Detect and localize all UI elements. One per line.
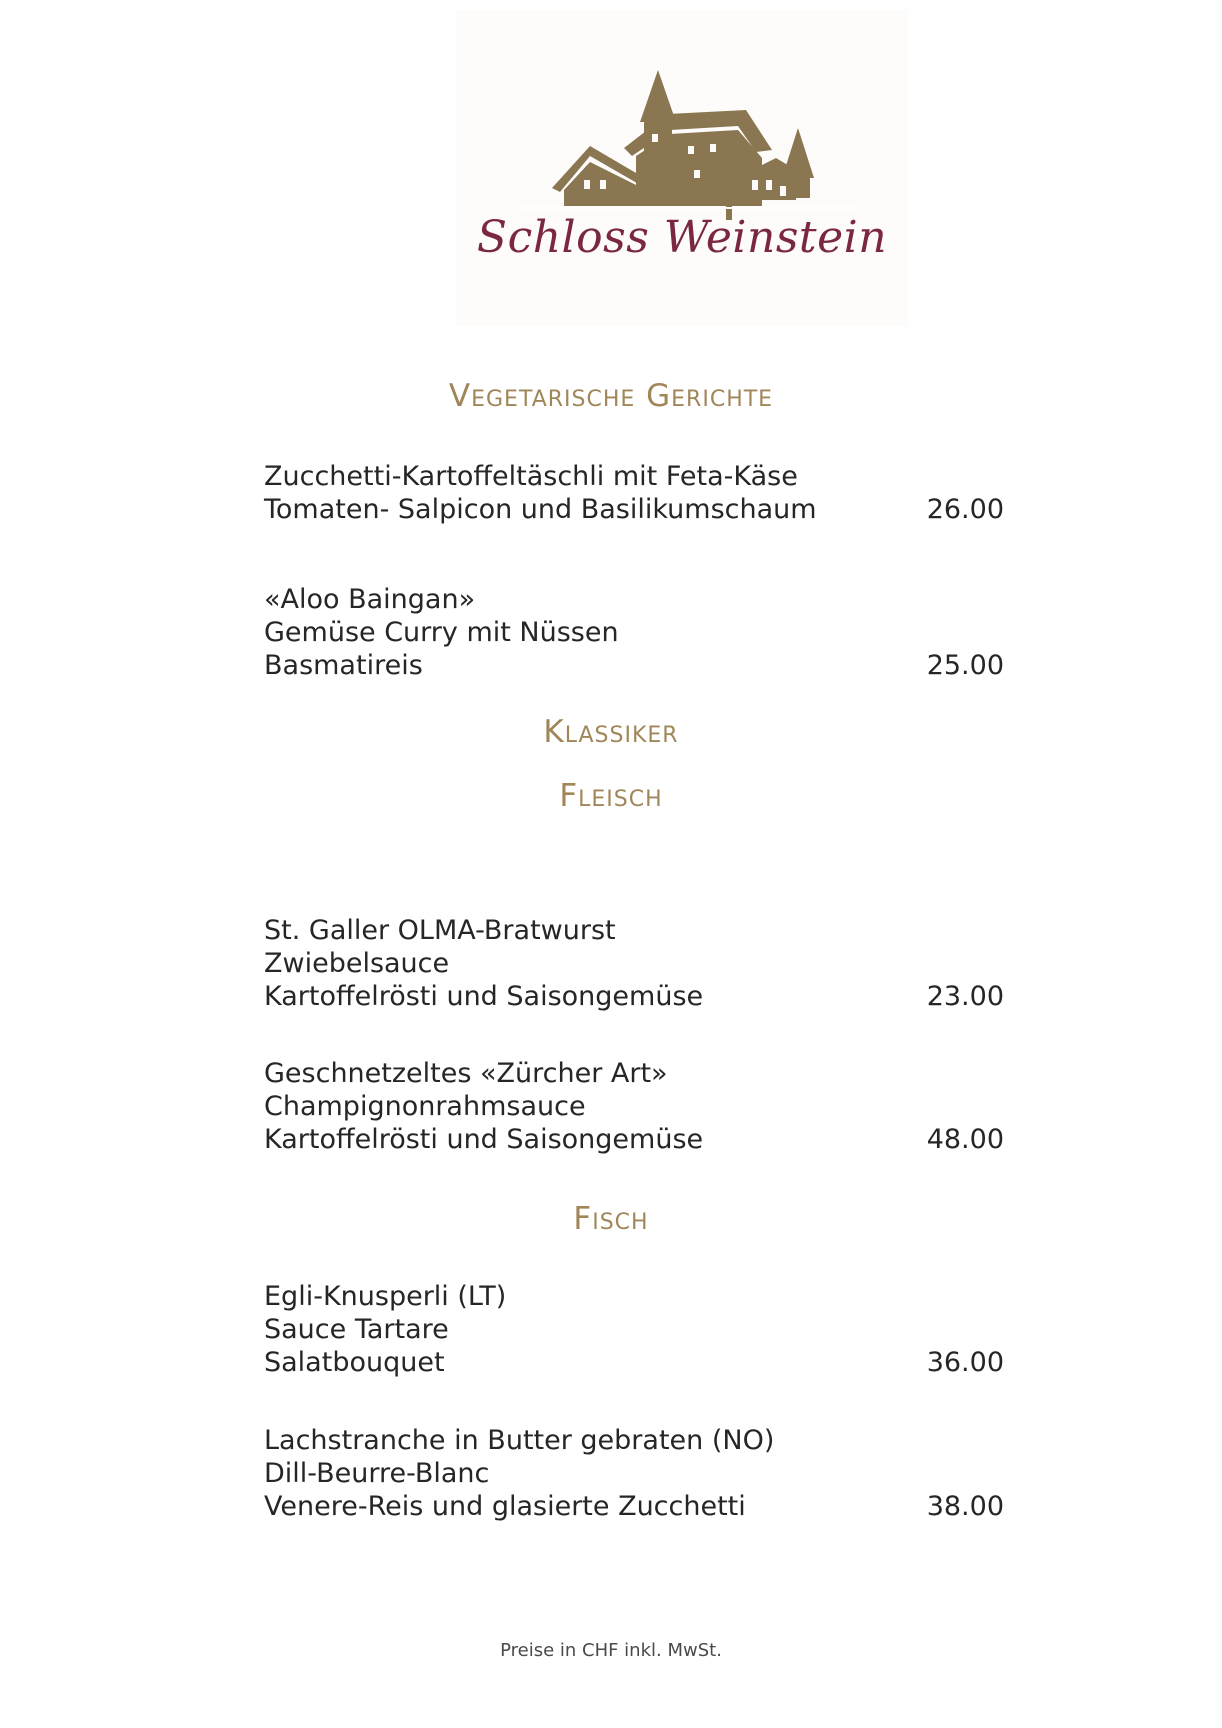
dish-line: Venere-Reis und glasierte Zucchetti (264, 1491, 746, 1522)
dish-price: 48.00 (926, 1124, 1004, 1155)
section-title-fish: Fisch (573, 1201, 649, 1237)
dish-price: 25.00 (926, 650, 1004, 681)
section-title-vegetarian: Vegetarische Gerichte (448, 378, 774, 414)
price-note: Preise in CHF inkl. MwSt. (500, 1640, 722, 1661)
dish-line: Lachstranche in Butter gebraten (NO) (264, 1425, 775, 1456)
dish-line: Gemüse Curry mit Nüssen (264, 617, 619, 648)
section-title-classics: Klassiker (543, 714, 679, 750)
dish-item (264, 583, 1004, 682)
dish-line: «Aloo Baingan» (264, 584, 476, 615)
dish-line: Egli-Knusperli (LT) (264, 1281, 507, 1312)
logo (456, 10, 908, 326)
dish-line: Geschnetzeltes «Zürcher Art» (264, 1058, 668, 1089)
dish-line: Basmatireis (264, 650, 423, 681)
section-title-meat: Fleisch (559, 778, 663, 814)
dish-item (264, 914, 1004, 1013)
dish-line: Tomaten- Salpicon und Basilikumschaum (264, 494, 817, 525)
dish-price: 36.00 (926, 1347, 1004, 1378)
dish-item (264, 460, 1004, 526)
dish-item (264, 1057, 1004, 1156)
dish-line: Sauce Tartare (264, 1314, 449, 1345)
dish-item (264, 1424, 1004, 1523)
dish-price: 23.00 (926, 981, 1004, 1012)
dish-line: Salatbouquet (264, 1347, 445, 1378)
dish-line: Zucchetti-Kartoffeltäschli mit Feta-Käse (264, 461, 798, 492)
dish-price: 38.00 (926, 1491, 1004, 1522)
brand-name: Schloss Weinstein (476, 212, 888, 263)
castle-icon (456, 10, 908, 326)
dish-line: St. Galler OLMA-Bratwurst (264, 915, 616, 946)
dish-line: Champignonrahmsauce (264, 1091, 586, 1122)
dish-line: Kartoffelrösti und Saisongemüse (264, 981, 704, 1012)
dish-line: Zwiebelsauce (264, 948, 450, 979)
dish-line: Kartoffelrösti und Saisongemüse (264, 1124, 704, 1155)
dish-price: 26.00 (926, 494, 1004, 525)
dish-line: Dill-Beurre-Blanc (264, 1458, 490, 1489)
dish-item (264, 1280, 1004, 1379)
